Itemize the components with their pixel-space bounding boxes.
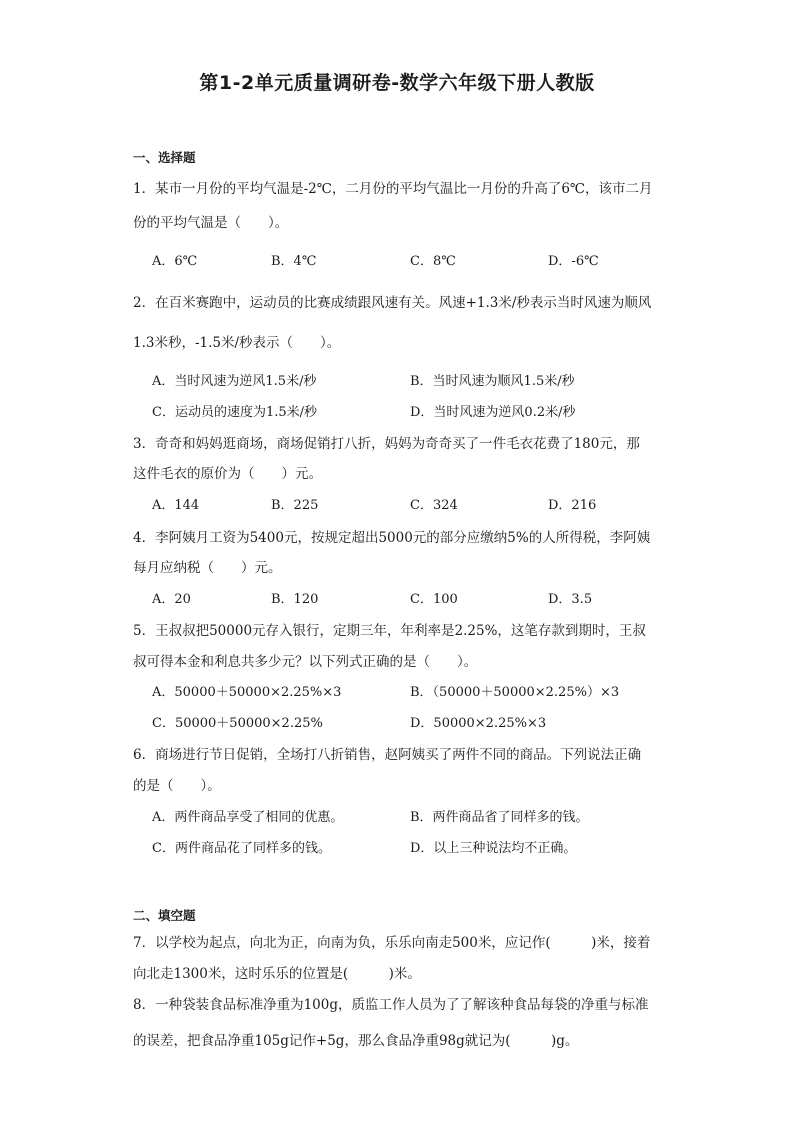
question-3-line-1: 3．奇奇和妈妈逛商场，商场促销打八折，妈妈为奇奇买了一件毛衣花费了180元，那 bbox=[133, 436, 640, 452]
section-heading-fill-blank: 二、填空题 bbox=[133, 908, 196, 923]
question-5-line-2: 叔可得本金和利息共多少元？以下列式正确的是（ ）。 bbox=[133, 654, 478, 670]
question-3-option-c: C．324 bbox=[410, 498, 458, 513]
question-2-option-b: B．当时风速为顺风1.5米/秒 bbox=[410, 374, 575, 389]
question-5-option-d: D．50000×2.25%×3 bbox=[410, 716, 547, 731]
question-1-option-a: A．6℃ bbox=[152, 254, 198, 269]
question-4-line-1: 4．李阿姨月工资为5400元，按规定超出5000元的部分应缴纳5%的人所得税，李阿姨 bbox=[133, 530, 651, 546]
question-8-line-1: 8．一种袋装食品标准净重为100g，质监工作人员为了了解该种食品每袋的净重与标准 bbox=[133, 997, 649, 1013]
question-2-line-2: 1.3米秒，-1.5米/秒表示（ ）。 bbox=[133, 335, 341, 351]
question-7-line-2: 向北走1300米，这时乐乐的位置是( )米。 bbox=[133, 966, 421, 982]
question-3-line-2: 这件毛衣的原价为（ ）元。 bbox=[133, 466, 322, 482]
question-4-line-2: 每月应纳税（ ）元。 bbox=[133, 560, 282, 576]
question-2-line-1: 2．在百米赛跑中，运动员的比赛成绩跟风速有关。风速+1.3米/秒表示当时风速为顺风 bbox=[133, 295, 652, 311]
page-title: 第1-2单元质量调研卷-数学六年级下册人教版 bbox=[199, 72, 595, 94]
question-7-line-1: 7．以学校为起点，向北为正，向南为负，乐乐向南走500米，应记作( )米，接着 bbox=[133, 935, 651, 951]
question-4-option-b: B．120 bbox=[271, 592, 319, 607]
question-8-line-2: 的误差，把食品净重105g记作+5g，那么食品净重98g就记为( )g。 bbox=[133, 1033, 579, 1049]
question-2-option-a: A．当时风速为逆风1.5米/秒 bbox=[152, 374, 317, 389]
question-5-line-1: 5．王叔叔把50000元存入银行，定期三年，年利率是2.25%，这笔存款到期时，王叔 bbox=[133, 623, 646, 639]
question-2-option-c: C．运动员的速度为1.5米/秒 bbox=[152, 405, 318, 420]
question-4-option-c: C．100 bbox=[410, 592, 458, 607]
question-3-option-b: B．225 bbox=[271, 498, 319, 513]
question-6-option-d: D．以上三种说法均不正确。 bbox=[410, 841, 577, 856]
question-6-option-c: C．两件商品花了同样多的钱。 bbox=[152, 841, 331, 856]
question-1-option-c: C．8℃ bbox=[410, 254, 456, 269]
question-1-line-1: 1．某市一月份的平均气温是-2℃，二月份的平均气温比一月份的升高了6℃，该市二月 bbox=[133, 181, 653, 197]
question-1-option-b: B．4℃ bbox=[271, 254, 317, 269]
question-5-option-c: C．50000＋50000×2.25% bbox=[152, 716, 323, 731]
question-3-option-d: D．216 bbox=[548, 498, 597, 513]
question-1-option-d: D．-6℃ bbox=[548, 254, 599, 269]
question-6-line-2: 的是（ ）。 bbox=[133, 778, 221, 794]
question-1-line-2: 份的平均气温是（ ）。 bbox=[133, 215, 289, 231]
question-2-option-d: D．当时风速为逆风0.2米/秒 bbox=[410, 405, 576, 420]
section-heading-choice: 一、选择题 bbox=[133, 150, 196, 165]
question-4-option-a: A．20 bbox=[152, 592, 191, 607]
question-5-option-a: A．50000＋50000×2.25%×3 bbox=[152, 685, 342, 700]
question-4-option-d: D．3.5 bbox=[548, 592, 593, 607]
question-6-option-b: B．两件商品省了同样多的钱。 bbox=[410, 810, 589, 825]
question-6-option-a: A．两件商品享受了相同的优惠。 bbox=[152, 810, 344, 825]
question-5-option-b: B．（50000＋50000×2.25%）×3 bbox=[410, 685, 620, 700]
question-6-line-1: 6．商场进行节日促销，全场打八折销售，赵阿姨买了两件不同的商品。下列说法正确 bbox=[133, 747, 642, 763]
question-3-option-a: A．144 bbox=[152, 498, 200, 513]
